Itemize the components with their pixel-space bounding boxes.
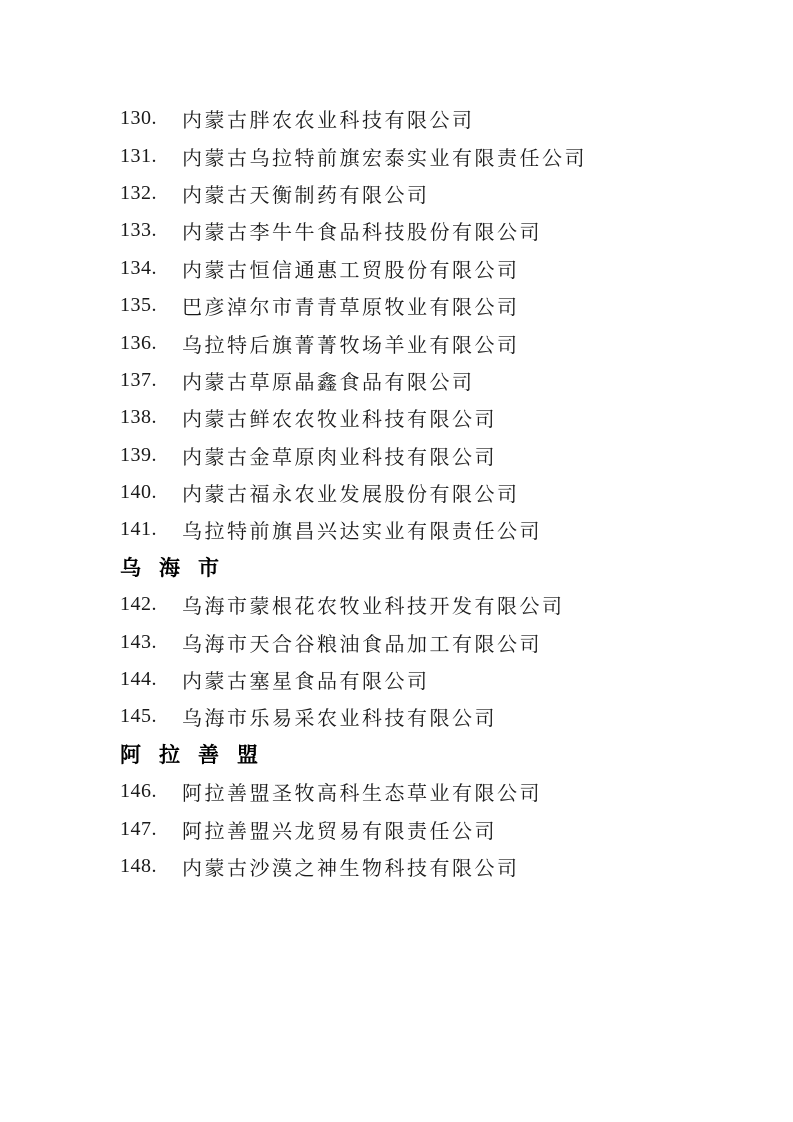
item-number: 146. bbox=[120, 780, 157, 803]
item-name: 内蒙古福永农业发展股份有限公司 bbox=[182, 484, 520, 507]
item-name: 乌拉特前旗昌兴达实业有限责任公司 bbox=[182, 521, 542, 544]
item-number: 141. bbox=[120, 518, 157, 541]
item-name: 乌海市蒙根花农牧业科技开发有限公司 bbox=[182, 596, 565, 619]
list-item bbox=[120, 698, 738, 735]
list-item bbox=[120, 399, 738, 436]
item-number: 148. bbox=[120, 855, 157, 877]
item-number: 145. bbox=[120, 705, 157, 728]
item-name: 内蒙古草原晶鑫食品有限公司 bbox=[182, 371, 475, 394]
item-name: 阿拉善盟兴龙贸易有限责任公司 bbox=[182, 820, 497, 843]
list-item bbox=[120, 287, 738, 324]
item-name: 巴彦淖尔市青青草原牧业有限公司 bbox=[182, 297, 520, 320]
section-header-label: 阿拉善盟 bbox=[120, 744, 276, 768]
item-number: 144. bbox=[120, 668, 157, 691]
item-name: 乌海市乐易采农业科技有限公司 bbox=[182, 708, 497, 731]
item-name: 乌拉特后旗菁菁牧场羊业有限公司 bbox=[182, 334, 520, 357]
section-header-wuhai bbox=[120, 549, 738, 586]
item-name: 内蒙古鲜农农牧业科技有限公司 bbox=[182, 409, 497, 432]
item-number: 138. bbox=[120, 406, 157, 429]
list-item bbox=[120, 586, 738, 623]
list-item bbox=[120, 810, 738, 847]
item-number: 147. bbox=[120, 817, 157, 840]
item-number: 134. bbox=[120, 256, 157, 279]
section-header-alxa bbox=[120, 736, 738, 773]
list-item bbox=[120, 100, 738, 137]
list-item bbox=[120, 175, 738, 212]
document-content bbox=[120, 100, 738, 885]
item-number: 142. bbox=[120, 593, 157, 616]
item-name: 内蒙古胖农农业科技有限公司 bbox=[182, 110, 475, 133]
item-number: 143. bbox=[120, 630, 157, 653]
item-name: 乌海市天合谷粮油食品加工有限公司 bbox=[182, 633, 542, 656]
list-item bbox=[120, 511, 738, 548]
item-number: 131. bbox=[120, 144, 157, 167]
list-item bbox=[120, 474, 738, 511]
list-item bbox=[120, 623, 738, 660]
item-number: 140. bbox=[120, 481, 157, 504]
list-item bbox=[120, 661, 738, 698]
list-item bbox=[120, 848, 738, 885]
list-item bbox=[120, 250, 738, 287]
list-item bbox=[120, 212, 738, 249]
item-number: 135. bbox=[120, 294, 157, 317]
item-name: 内蒙古沙漠之神生物科技有限公司 bbox=[182, 858, 520, 880]
item-name: 阿拉善盟圣牧高科生态草业有限公司 bbox=[182, 783, 542, 806]
item-name: 内蒙古塞星食品有限公司 bbox=[182, 671, 430, 694]
item-number: 136. bbox=[120, 331, 157, 354]
item-number: 130. bbox=[120, 107, 157, 130]
list-item bbox=[120, 362, 738, 399]
item-name: 内蒙古乌拉特前旗宏泰实业有限责任公司 bbox=[182, 147, 587, 170]
section-header-label: 乌海市 bbox=[120, 557, 237, 581]
item-name: 内蒙古天衡制药有限公司 bbox=[182, 184, 430, 207]
list-item bbox=[120, 324, 738, 361]
item-number: 133. bbox=[120, 219, 157, 242]
item-number: 132. bbox=[120, 181, 157, 204]
item-number: 139. bbox=[120, 443, 157, 466]
list-item bbox=[120, 773, 738, 810]
item-name: 内蒙古恒信通惠工贸股份有限公司 bbox=[182, 259, 520, 282]
item-number: 137. bbox=[120, 368, 157, 391]
item-name: 内蒙古李牛牛食品科技股份有限公司 bbox=[182, 222, 542, 245]
item-name: 内蒙古金草原肉业科技有限公司 bbox=[182, 446, 497, 469]
list-item bbox=[120, 437, 738, 474]
list-item bbox=[120, 137, 738, 174]
